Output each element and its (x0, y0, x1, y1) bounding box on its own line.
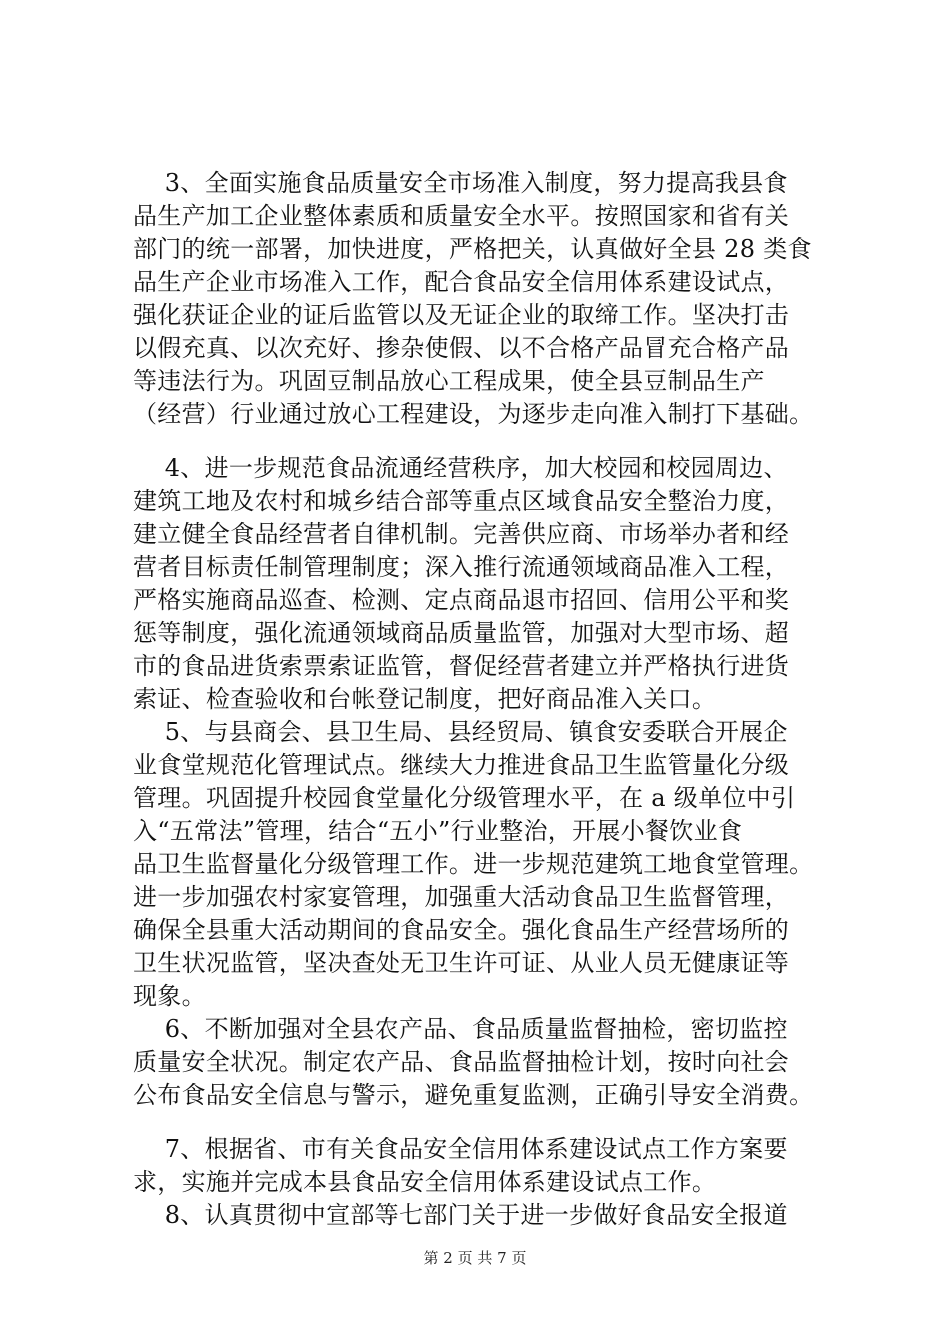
text-line: 品生产加工企业整体素质和质量安全水平。按照国家和省有关 (133, 202, 790, 230)
text-line: 品生产企业市场准入工作，配合食品安全信用体系建设试点， (133, 268, 790, 296)
text-line: 部门的统一部署，加快进度，严格把关，认真做好全县 28 类食 (133, 235, 812, 263)
text-line: 品卫生监督量化分级管理工作。进一步规范建筑工地食堂管理。 (133, 850, 814, 878)
text-line: 3、全面实施食品质量安全市场准入制度，努力提高我县食 (133, 169, 788, 197)
page-footer: 第 2 页 共 7 页 (423, 1249, 527, 1267)
text-line: 7、根据省、市有关食品安全信用体系建设试点工作方案要 (133, 1135, 788, 1163)
text-line: 强化获证企业的证后监管以及无证企业的取缔工作。坚决打击 (133, 301, 790, 329)
text-line: 建立健全食品经营者自律机制。完善供应商、市场举办者和经 (133, 520, 790, 548)
text-line: 4、进一步规范食品流通经营秩序，加大校园和校园周边、 (133, 454, 788, 482)
text-line: 8、认真贯彻中宣部等七部门关于进一步做好食品安全报道 (133, 1201, 788, 1229)
text-line: 业食堂规范化管理试点。继续大力推进食品卫生监管量化分级 (133, 751, 790, 779)
text-line: 求，实施并完成本县食品安全信用体系建设试点工作。 (133, 1168, 717, 1196)
text-line: 惩等制度，强化流通领域商品质量监管，加强对大型市场、超 (133, 619, 790, 647)
text-line: 管理。巩固提升校园食堂量化分级管理水平，在 a 级单位中引 (133, 784, 796, 812)
text-line: 5、与县商会、县卫生局、县经贸局、镇食安委联合开展企 (133, 718, 788, 746)
text-line: 公布食品安全信息与警示，避免重复监测，正确引导安全消费。 (133, 1081, 814, 1109)
text-line: 等违法行为。巩固豆制品放心工程成果，使全县豆制品生产 (133, 367, 765, 395)
text-line: 建筑工地及农村和城乡结合部等重点区域食品安全整治力度， (133, 487, 790, 515)
text-line: 严格实施商品巡查、检测、定点商品退市招回、信用公平和奖 (133, 586, 790, 614)
text-line: 6、不断加强对全县农产品、食品质量监督抽检，密切监控 (133, 1015, 788, 1043)
text-line: 现象。 (133, 982, 206, 1010)
text-line: 确保全县重大活动期间的食品安全。强化食品生产经营场所的 (133, 916, 790, 944)
text-line: 以假充真、以次充好、掺杂使假、以不合格产品冒充合格产品 (133, 334, 790, 362)
text-line: 质量安全状况。制定农产品、食品监督抽检计划，按时向社会 (133, 1048, 790, 1076)
text-line: 市的食品进货索票索证监管，督促经营者建立并严格执行进货 (133, 652, 790, 680)
text-line: 卫生状况监管，坚决查处无卫生许可证、从业人员无健康证等 (133, 949, 790, 977)
text-line: 进一步加强农村家宴管理，加强重大活动食品卫生监督管理， (133, 883, 790, 911)
text-line: 索证、检查验收和台帐登记制度，把好商品准入关口。 (133, 685, 717, 713)
text-line: 入“五常法”管理，结合“五小”行业整治，开展小餐饮业食 (133, 817, 743, 845)
text-line: 营者目标责任制管理制度；深入推行流通领域商品准入工程， (133, 553, 790, 581)
text-line: （经营）行业通过放心工程建设，为逐步走向准入制打下基础。 (133, 400, 814, 428)
